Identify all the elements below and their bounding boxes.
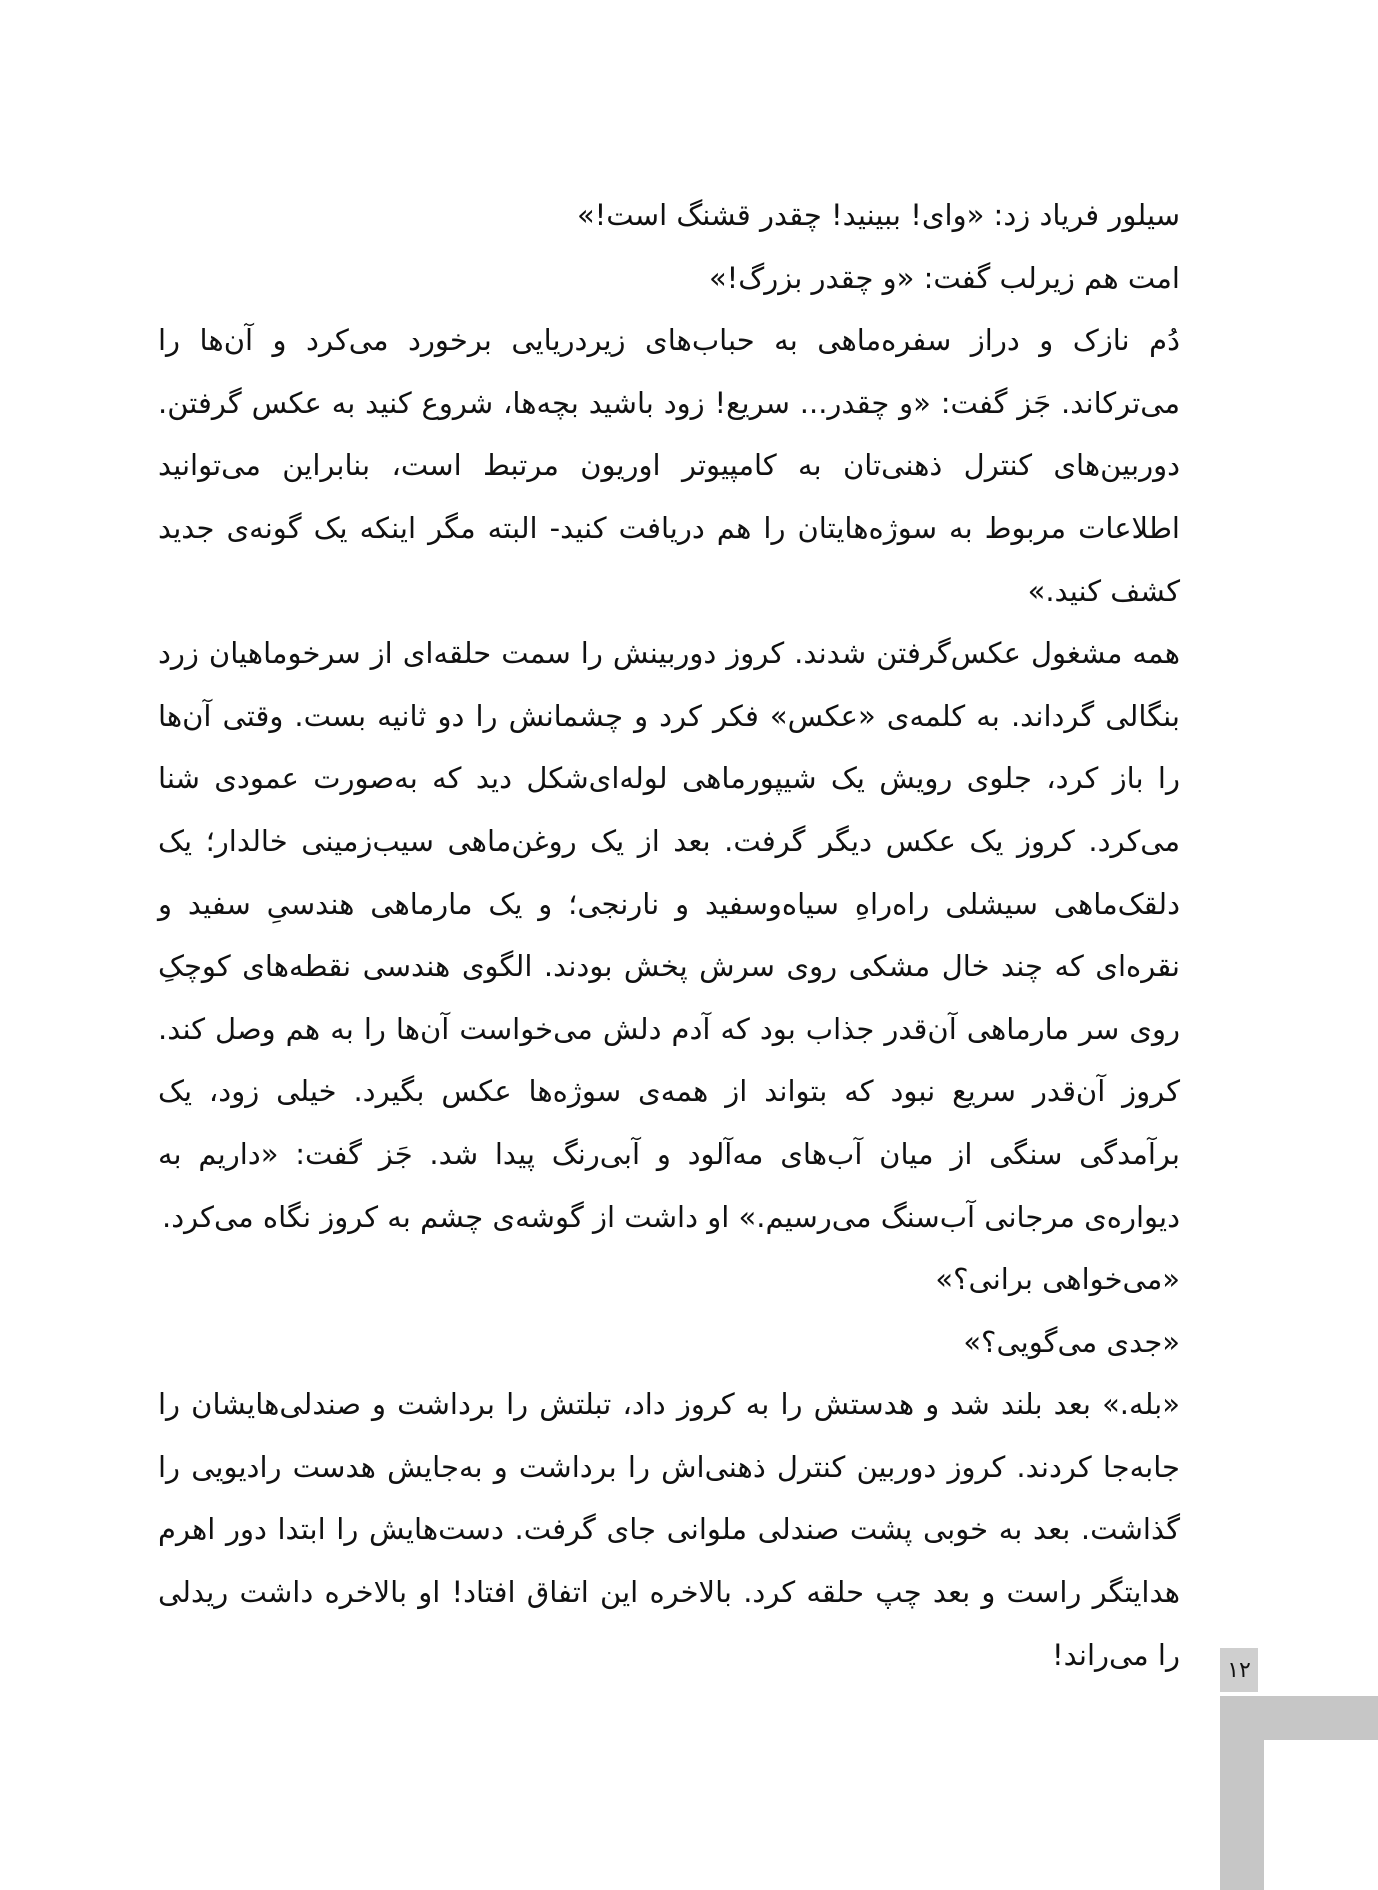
paragraph: همه مشغول عکس‌گرفتن شدند. کروز دوربینش را سمت حلقه‌ای از سرخوماهیان زرد بنگالی گرداند. به کلمه‌ی «عکس» فکر کرد و چشمانش را دو ثانیه بست. وقتی آن‌ها را باز کرد، جلوی رویش یک شیپورماهی لوله‌ای‌شکل دید که به‌صورت عمودی شنا می‌کرد. کروز یک عکس دیگر گرفت. بعد از یک روغن‌ماهی سیب‌زمینی خالدار؛ یک دلقک‌ماهی سیشلی راه‌راهِ سیاه‌وسفید و نارنجی؛ و یک مارماهی هندسیِ سفید و نقره‌ای که چند خال مشکی روی سرش پخش بودند. الگوی هندسی نقطه‌های کوچکِ روی سر مارماهی آن‌قدر جذاب بود که آدم دلش می‌خواست آن‌ها را به هم وصل کند. کروز آن‌قدر سریع نبود که بتواند از همه‌ی سوژه‌ها عکس بگیرد. خیلی زود، یک برآمدگی سنگی از میان آب‌های مه‌آلود و آبی‌رنگ پیدا شد. جَز گفت: «داریم به دیواره‌ی مرجانی آب‌سنگ می‌رسیم.» او داشت از گوشه‌ی چشم به کروز نگاه می‌کرد. (158, 636, 1180, 1234)
paragraph: «جدی می‌گویی؟» (963, 1324, 1180, 1359)
paragraph: امت هم زیرلب گفت: «و چقدر بزرگ!» (708, 260, 1180, 295)
paragraph: «می‌خواهی برانی؟» (935, 1262, 1180, 1297)
page-number: ۱۲ (1220, 1648, 1258, 1692)
paragraph: سیلور فریاد زد: «وای! ببینید! چقدر قشنگ است!» (576, 198, 1180, 232)
corner-decoration-vertical (1220, 1740, 1264, 1890)
paragraph: دُم نازک و دراز سفره‌ماهی به حباب‌های زیردریایی برخورد می‌کرد و آن‌ها را می‌ترکاند. جَز گفت: «و چقدر... سریع! زود باشید بچه‌ها، شروع کنید به عکس گرفتن. دوربین‌های کنترل ذهنی‌تان به کامپیوتر اوریون مرتبط است، بنابراین می‌توانید اطلاعات مربوط به سوژه‌هایتان را هم دریافت کنید- البته مگر اینکه یک گونه‌ی جدید کشف کنید.» (158, 323, 1180, 608)
page-body-text (158, 184, 1180, 1686)
corner-decoration-horizontal (1220, 1696, 1378, 1740)
paragraph: «بله.» بعد بلند شد و هدستش را به کروز داد، تبلتش را برداشت و صندلی‌هایشان را جابه‌جا کردند. کروز دوربین کنترل ذهنی‌اش را برداشت و به‌جایش هدست رادیویی را گذاشت. بعد به خوبی پشت صندلی ملوانی جای گرفت. دست‌هایش را ابتدا دور اهرم هدایتگر راست و بعد چپ حلقه کرد. بالاخره این اتفاق افتاد! او بالاخره داشت ریدلی را می‌راند! (158, 1387, 1180, 1672)
